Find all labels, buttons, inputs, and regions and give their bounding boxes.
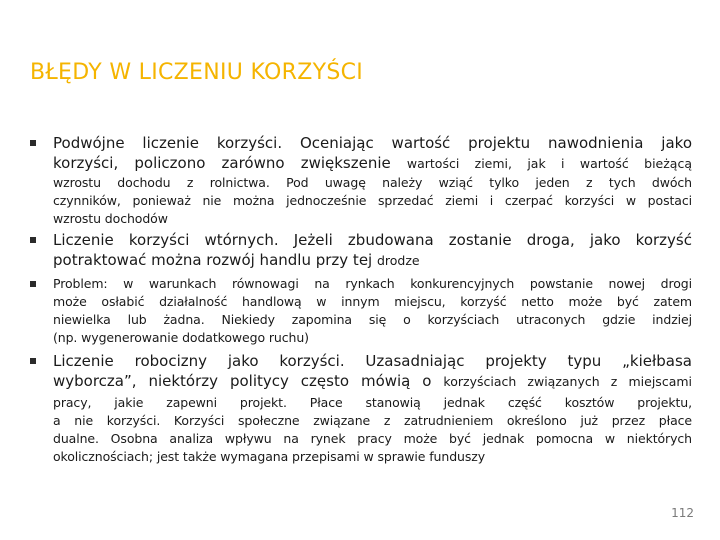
bullet-line: Podwójne liczenie korzyści. Oceniając wartość projektu nawodnienia jako: [53, 134, 692, 152]
bullet-item-problem: [24, 275, 692, 347]
page-number: 112: [671, 506, 694, 520]
bullet-line: Liczenie robocizny jako korzyści. Uzasadniając projekty typu „kiełbasa: [53, 352, 692, 370]
bullet-line: wzrostu dochodów: [53, 211, 168, 226]
bullet-line: czynników, ponieważ nie można jednocześnie sprzedać ziemi i czerpać korzyści w postaci: [53, 193, 692, 208]
bullet-square-icon: [30, 281, 36, 287]
bullet-line: Problem: w warunkach równowagi na rynkach konkurencyjnych powstanie nowej drogi: [53, 276, 692, 291]
slide-title: BŁĘDY W LICZENIU KORZYŚCI: [30, 60, 364, 85]
bullet-line: niewielka lub żadna. Niekiedy zapomina się o korzyściach utraconych gdzie indziej: [53, 312, 692, 327]
bullet-line: okolicznościach; jest także wymagana przepisami w sprawie funduszy: [53, 449, 486, 464]
bullet-square-icon: [30, 358, 36, 364]
bullet-line: potraktować można rozwój handlu przy tej drodze: [53, 251, 420, 269]
bullet-list: [24, 133, 692, 468]
bullet-line: wzrostu dochodu z rolnictwa. Pod uwagę należy wziąć tylko jeden z tych dwóch: [53, 175, 692, 190]
bullet-square-icon: [30, 140, 36, 146]
bullet-line: Liczenie korzyści wtórnych. Jeżeli zbudowana zostanie droga, jako korzyść: [53, 231, 692, 249]
bullet-square-icon: [30, 237, 36, 243]
bullet-item-labor-as-benefit: [24, 351, 692, 466]
bullet-line: (np. wygenerowanie dodatkowego ruchu): [53, 330, 309, 345]
bullet-line: a nie korzyści. Korzyści społeczne związane z zatrudnieniem określono już przez płace: [53, 413, 692, 428]
bullet-line: dualne. Osobna analiza wpływu na rynek pracy może być jednak pomocna w niektórych: [53, 431, 692, 446]
bullet-item-secondary-benefits: [24, 230, 692, 271]
bullet-line: wyborcza”, niektórzy politycy często mówią o korzyściach związanych z miejscami: [53, 372, 692, 390]
bullet-line: może osłabić działalność handlową w innym miejscu, korzyść netto może być zatem: [53, 294, 692, 309]
bullet-item-double-counting: [24, 133, 692, 228]
bullet-line: pracy, jakie zapewni projekt. Płace stanowią jednak część kosztów projektu,: [53, 395, 692, 410]
bullet-line: korzyści, policzono zarówno zwiększenie wartości ziemi, jak i wartość bieżącą: [53, 154, 692, 172]
